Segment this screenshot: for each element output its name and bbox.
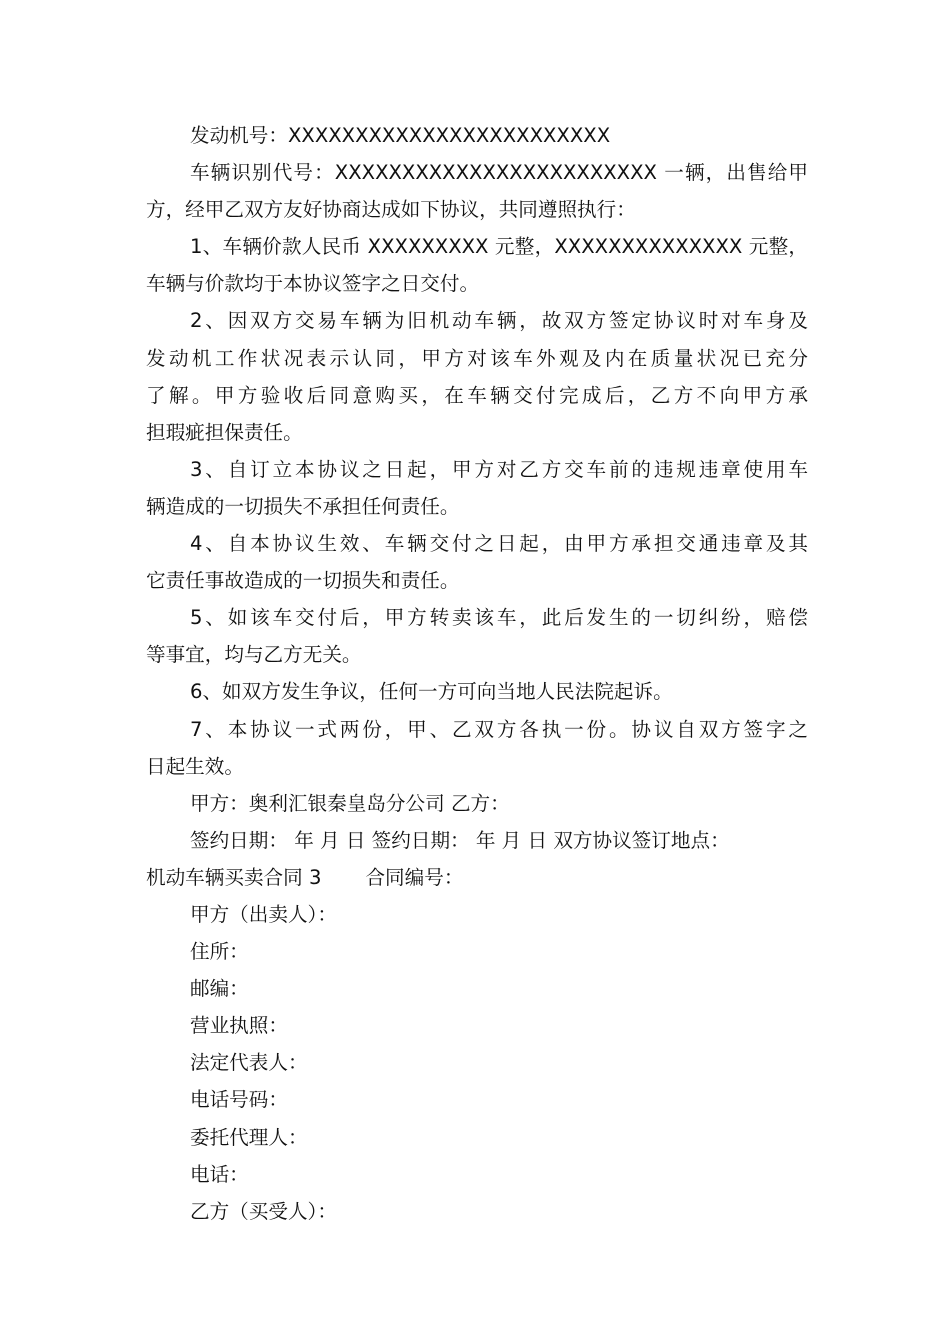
paragraph-line: 发动机工作状况表示认同，甲方对该车外观及内在质量状况已充分 (146, 346, 808, 370)
paragraph-line: 日起生效。 (146, 754, 244, 778)
field-address: 住所： (190, 940, 249, 964)
paragraph-line: 方，经甲乙双方友好协商达成如下协议，共同遵照执行： (146, 198, 636, 222)
contract-title: 机动车辆买卖合同 3 (146, 865, 322, 889)
clause-3-line: 3、自订立本协议之日起，甲方对乙方交车前的违规违章使用车 (190, 457, 808, 481)
contract-heading-line (146, 859, 808, 896)
field-party-a: 甲方（出卖人）： (190, 902, 337, 926)
clause-1-line: 1、车辆价款人民币 XXXXXXXXX 元整，XXXXXXXXXXXXXX 元整， (190, 235, 808, 259)
field-postcode: 邮编： (190, 977, 249, 1001)
engine-number-line: 发动机号：XXXXXXXXXXXXXXXXXXXXXXXX (190, 124, 611, 147)
vin-line: 车辆识别代号：XXXXXXXXXXXXXXXXXXXXXXXX 一辆，出售给甲 (190, 161, 808, 185)
clause-6-line: 6、如双方发生争议，任何一方可向当地人民法院起诉。 (190, 680, 673, 704)
paragraph-line: 车辆与价款均于本协议签字之日交付。 (146, 272, 480, 296)
field-party-b: 乙方（买受人）： (190, 1199, 337, 1223)
field-authorized-agent: 委托代理人： (190, 1125, 308, 1149)
paragraph-line: 它责任事故造成的一切损失和责任。 (146, 569, 460, 593)
clause-7-line: 7、本协议一式两份，甲、乙双方各执一份。协议自双方签字之 (190, 717, 808, 741)
field-business-license: 营业执照： (190, 1014, 288, 1038)
paragraph-line: 辆造成的一切损失不承担任何责任。 (146, 494, 460, 518)
signing-date-line: 签约日期： 年 月 日 签约日期： 年 月 日 双方协议签订地点： (190, 828, 730, 852)
field-phone-number: 电话号码： (190, 1088, 288, 1112)
party-signature-line: 甲方：奥利汇银秦皇岛分公司 乙方： (190, 791, 510, 815)
clause-5-line: 5、如该车交付后，甲方转卖该车，此后发生的一切纠纷，赔偿 (190, 606, 808, 630)
field-phone: 电话： (190, 1162, 249, 1186)
contract-number-label: 合同编号： (365, 865, 464, 889)
paragraph-line: 了解。甲方验收后同意购买，在车辆交付完成后，乙方不向甲方承 (146, 383, 808, 407)
clause-2-line: 2、因双方交易车辆为旧机动车辆，故双方签定协议时对车身及 (190, 309, 808, 333)
paragraph-line: 担瑕疵担保责任。 (146, 420, 303, 444)
field-legal-representative: 法定代表人： (190, 1051, 308, 1075)
clause-4-line: 4、自本协议生效、车辆交付之日起，由甲方承担交通违章及其 (190, 532, 808, 556)
document-page (146, 117, 808, 1230)
paragraph-line: 等事宜，均与乙方无关。 (146, 643, 362, 667)
